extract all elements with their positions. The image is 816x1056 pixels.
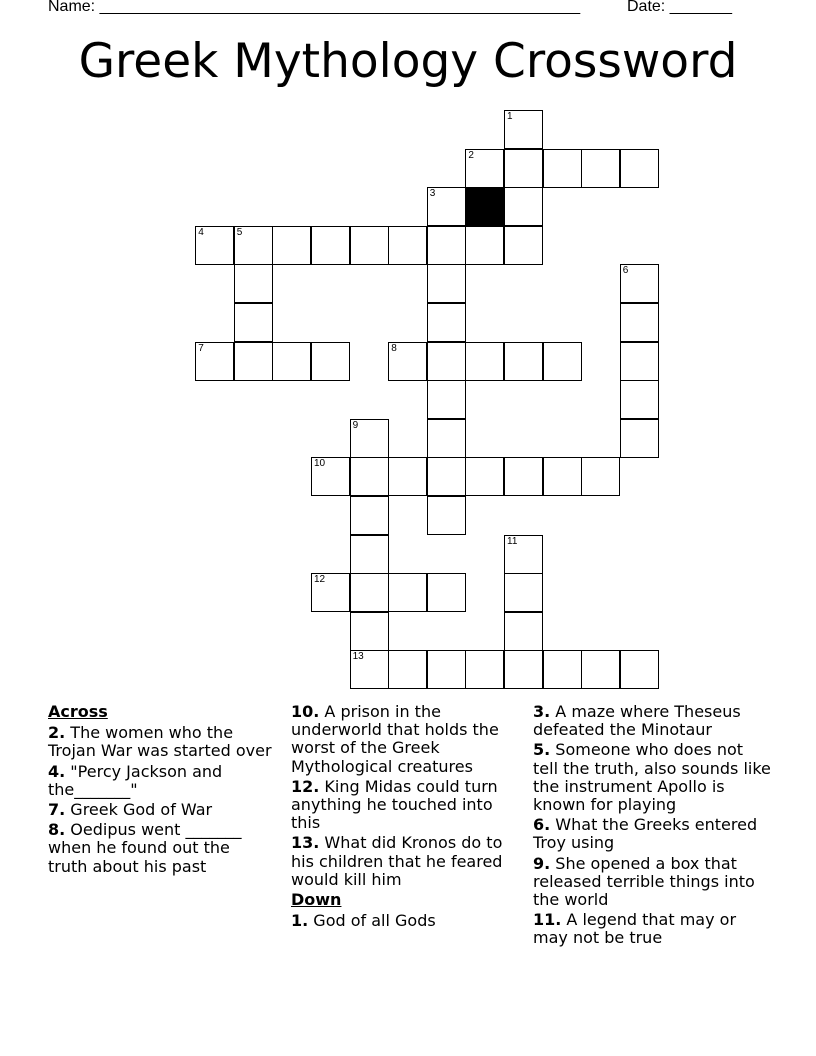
down-heading: Down [291,890,342,910]
clue-item-number: 11. [533,910,562,930]
across-heading: Across [48,702,108,721]
clue-item-text: King Midas could turn anything he touched into this [291,776,498,833]
grid-cell[interactable] [543,149,582,188]
grid-cell[interactable] [195,226,234,265]
grid-cell[interactable] [350,573,389,612]
clue-item-number: 6. [533,815,551,835]
grid-cell[interactable] [311,457,350,496]
grid-cell[interactable] [311,573,350,612]
page-title: Greek Mythology Crossword [78,34,738,89]
clue-number: 12 [314,574,326,586]
grid-cell[interactable] [504,650,543,689]
grid-cell[interactable] [272,226,311,265]
clue-item-number: 5. [533,740,551,760]
grid-cell[interactable] [620,149,659,188]
grid-cell[interactable] [620,650,659,689]
clue-item [291,778,523,833]
grid-cell[interactable] [350,419,389,458]
clue-number: 9 [352,419,359,431]
grid-cell[interactable] [234,226,273,265]
grid-cell[interactable] [504,573,543,612]
clue-item-text: A legend that may or may not be true [533,910,737,948]
grid-cell[interactable] [581,650,620,689]
grid-cell[interactable] [388,226,427,265]
grid-cell[interactable] [350,612,389,651]
clue-number: 11 [507,535,518,547]
clue-number: 10 [314,458,326,470]
clue-item-number: 7. [48,800,66,820]
grid-cell[interactable] [504,110,543,149]
grid-cell[interactable] [620,419,659,458]
clue-item-text: Greek God of War [65,800,213,820]
grid-cell[interactable] [465,226,504,265]
clue-item-text: "Percy Jackson and the_______" [48,761,223,799]
grid-cell[interactable] [620,342,659,381]
grid-cell[interactable] [504,226,543,265]
clue-item-number: 1. [291,911,309,931]
clues-column-1 [48,703,273,878]
grid-cell[interactable] [388,457,427,496]
grid-cell[interactable] [543,650,582,689]
grid-cell[interactable] [234,342,273,381]
clue-item-text: A maze where Theseus defeated the Minotaur [533,702,741,740]
clue-item-text: What the Greeks entered Troy using [533,815,758,853]
clue-number: 4 [198,226,204,238]
clue-number: 5 [236,226,243,238]
clue-item [291,912,523,930]
clue-item-text: God of all Gods [308,911,436,931]
date-line: Date: _______ [627,0,732,15]
clue-number: 2 [468,149,474,161]
grid-cell[interactable] [620,264,659,303]
clue-item [533,703,773,739]
clue-item [291,834,523,889]
grid-cell[interactable] [350,650,389,689]
grid-cell[interactable] [504,457,543,496]
grid-cell[interactable] [581,457,620,496]
grid-cell[interactable] [427,457,466,496]
grid-cell[interactable] [350,226,389,265]
grid-cell[interactable] [427,303,466,342]
clue-number: 8 [391,342,397,354]
clue-item-number: 12. [291,776,320,796]
grid-cell[interactable] [543,457,582,496]
grid-cell[interactable] [465,650,504,689]
grid-cell[interactable] [427,226,466,265]
grid-cell[interactable] [581,149,620,188]
grid-cell[interactable] [620,380,659,419]
name-line: Name: ______________________________________________________ [48,0,581,15]
grid-cell[interactable] [427,342,466,381]
blocked-cell [465,187,504,226]
grid-cell[interactable] [350,535,389,574]
clues-column-2 [291,703,523,932]
clue-number: 13 [352,651,364,663]
grid-cell[interactable] [465,149,504,188]
grid-cell[interactable] [504,342,543,381]
grid-cell[interactable] [620,303,659,342]
clue-number: 7 [198,342,204,354]
clue-item [48,724,273,760]
clue-item-text: She opened a box that released terrible things into the world [533,853,755,910]
grid-cell[interactable] [388,573,427,612]
clue-item [533,911,773,947]
grid-cell[interactable] [195,342,234,381]
clue-item-number: 4. [48,761,66,781]
grid-cell[interactable] [427,419,466,458]
grid-cell[interactable] [504,187,543,226]
grid-cell[interactable] [504,535,543,574]
clue-item-number: 13. [291,833,320,853]
grid-cell[interactable] [427,187,466,226]
clue-number: 1 [507,111,513,122]
grid-cell[interactable] [504,149,543,188]
clue-item-text: What did Kronos do to his children that he feared would kill him [291,833,503,889]
grid-cell[interactable] [427,573,466,612]
clue-item [48,801,273,819]
clue-item [533,816,773,852]
clue-item [48,763,273,799]
grid-cell[interactable] [234,264,273,303]
clue-item-text: A prison in the underworld that holds the worst of the Greek Mythological creatures [291,702,499,776]
clue-item-number: 9. [533,853,551,873]
grid-cell[interactable] [234,303,273,342]
grid-cell[interactable] [504,612,543,651]
grid-cell[interactable] [311,342,350,381]
clue-item-text: Oedipus went _______ when he found out the truth about his past [48,820,242,876]
grid-cell[interactable] [427,650,466,689]
grid-cell[interactable] [388,342,427,381]
clues-column-3 [533,703,773,950]
grid-cell[interactable] [350,496,389,535]
clue-item-number: 3. [533,702,551,721]
clue-item [48,821,273,876]
grid-cell[interactable] [388,650,427,689]
grid-cell[interactable] [427,380,466,419]
clue-number: 6 [622,265,629,277]
clue-item-number: 10. [291,702,320,721]
clue-item-number: 2. [48,723,66,743]
grid-cell[interactable] [427,264,466,303]
grid-cell[interactable] [272,342,311,381]
clue-item [533,855,773,910]
grid-cell[interactable] [350,457,389,496]
grid-cell[interactable] [465,342,504,381]
grid-cell[interactable] [543,342,582,381]
clue-item-text: The women who the Trojan War was started over [48,723,272,761]
grid-cell[interactable] [311,226,350,265]
grid-cell[interactable] [465,457,504,496]
clue-item [533,741,773,814]
clue-number: 3 [429,188,436,200]
clue-item [291,703,523,776]
clue-item-number: 8. [48,820,66,840]
clue-item-text: Someone who does not tell the truth, also sounds like the instrument Apollo is known for playing [533,740,771,815]
grid-cell[interactable] [427,496,466,535]
